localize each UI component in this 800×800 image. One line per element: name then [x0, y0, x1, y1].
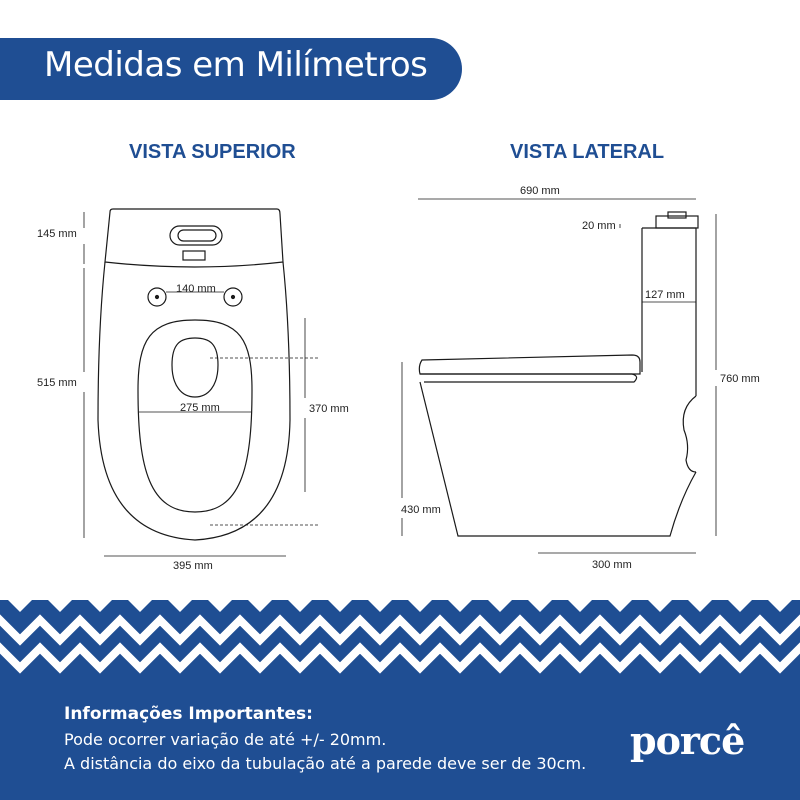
total-width-label: 395 mm: [173, 560, 213, 572]
top-view-heading: VISTA SUPERIOR: [129, 141, 296, 163]
inner-width-label: 275 mm: [180, 402, 220, 414]
tank-depth-label: 145 mm: [37, 228, 77, 240]
side-view-heading: VISTA LATERAL: [510, 141, 665, 163]
info-line-pipe-distance: A distância do eixo da tubulação até a parede deve ser de 30cm.: [64, 754, 587, 773]
page-title: Medidas em Milímetros: [44, 45, 428, 85]
top-view-toilet: [98, 209, 290, 540]
side-view-labels: [401, 185, 760, 571]
total-height-label: 760 mm: [720, 373, 760, 385]
bolt-spacing-label: 140 mm: [176, 283, 216, 295]
brand-logo: porcê: [630, 718, 745, 763]
info-title: Informações Importantes:: [64, 704, 313, 724]
lid-height-label: 20 mm: [582, 220, 616, 232]
tank-thickness-label: 127 mm: [645, 289, 685, 301]
info-line-variation: Pode ocorrer variação de até +/- 20mm.: [64, 730, 387, 749]
seat-length-label: 370 mm: [309, 403, 349, 415]
drain-distance-label: 300 mm: [592, 559, 632, 571]
bowl-length-label: 515 mm: [37, 377, 77, 389]
seat-height-label: 430 mm: [401, 504, 441, 516]
total-length-label: 690 mm: [520, 185, 560, 197]
side-view-toilet: [419, 212, 698, 536]
